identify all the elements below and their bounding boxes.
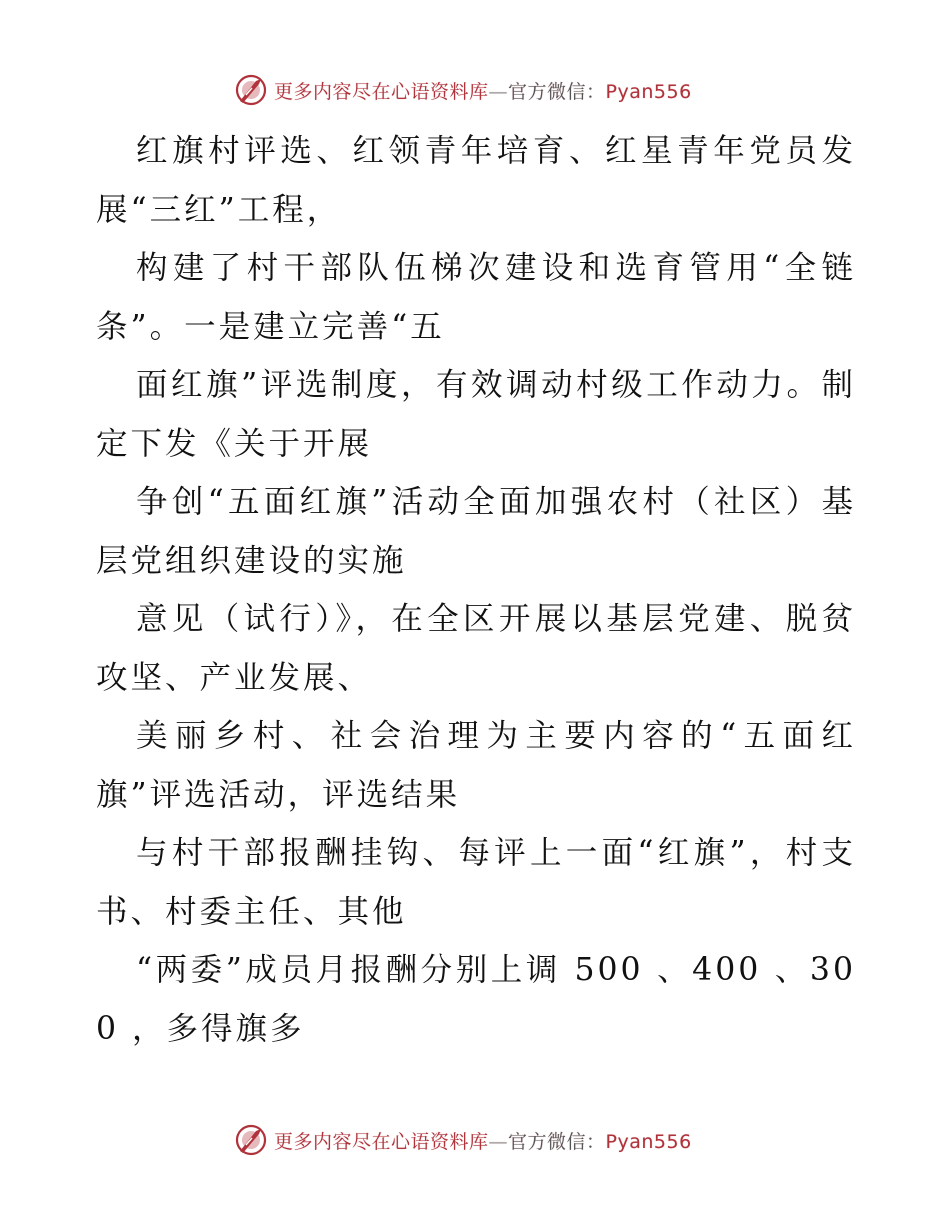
- watermark-wechat-label: 官方微信：: [508, 80, 606, 103]
- watermark-wechat-label: 官方微信：: [508, 1130, 606, 1153]
- header-watermark: [234, 73, 692, 107]
- watermark-main-text: 更多内容尽在心语资料库: [274, 80, 489, 103]
- paragraph: 红旗村评选、红领青年培育、红星青年党员发展“三红”工程，: [96, 133, 856, 228]
- document-body: [96, 122, 856, 1058]
- paragraph: 美丽乡村、社会治理为主要内容的“五面红旗”评选活动，评选结果: [96, 718, 856, 813]
- paragraph: 面红旗”评选制度，有效调动村级工作动力。制定下发《关于开展: [96, 367, 856, 462]
- paragraph: 构建了村干部队伍梯次建设和选育管用“全链条”。一是建立完善“五: [96, 250, 856, 345]
- watermark-main-text: 更多内容尽在心语资料库: [274, 1130, 489, 1153]
- footer-watermark: [234, 1123, 692, 1157]
- watermark-wechat-id: Pyan556: [605, 1130, 692, 1153]
- quill-logo-icon: [234, 1123, 268, 1157]
- watermark-wechat-id: Pyan556: [605, 80, 692, 103]
- watermark-separator: —: [488, 80, 509, 103]
- paragraph: “两委”成员月报酬分别上调 500 、400 、300 ，多得旗多: [96, 952, 856, 1047]
- watermark-text: [274, 1127, 692, 1154]
- quill-logo-icon: [234, 73, 268, 107]
- paragraph: 意见（试行）》，在全区开展以基层党建、脱贫攻坚、产业发展、: [96, 601, 856, 696]
- watermark-text: [274, 77, 692, 104]
- paragraph: 争创“五面红旗”活动全面加强农村（社区）基层党组织建设的实施: [96, 484, 856, 579]
- watermark-separator: —: [488, 1130, 509, 1153]
- paragraph: 与村干部报酬挂钩、每评上一面“红旗”，村支书、村委主任、其他: [96, 835, 856, 930]
